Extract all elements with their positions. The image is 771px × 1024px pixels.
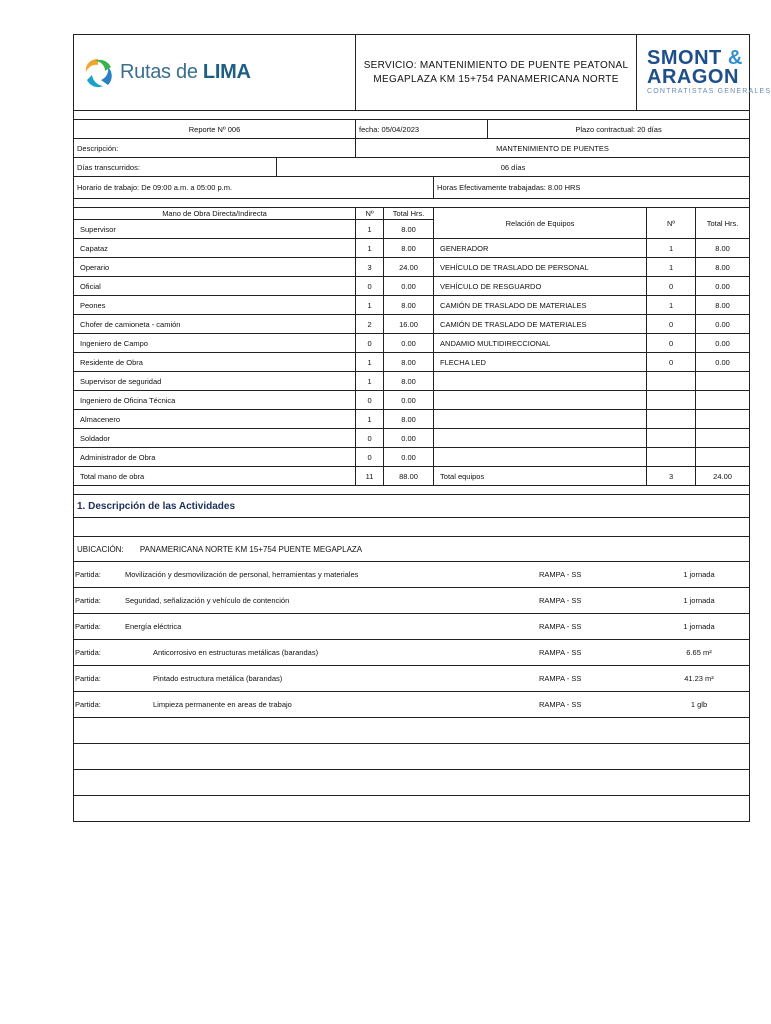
- labor-count: 1: [356, 353, 384, 372]
- labor-name: Supervisor de seguridad: [74, 372, 356, 391]
- labor-hours: 16.00: [384, 315, 434, 334]
- activity-location: RAMPA - SS: [539, 622, 582, 631]
- equipment-hours: 0.00: [696, 334, 750, 353]
- equipment-count: 1: [647, 296, 696, 315]
- equipment-count: [647, 372, 696, 391]
- equipment-hours: 8.00: [696, 258, 750, 277]
- activity-quantity: 1 jornada: [683, 596, 715, 605]
- labor-name: Chofer de camioneta - camión: [74, 315, 356, 334]
- labor-name: Oficial: [74, 277, 356, 296]
- equipment-name: [434, 448, 647, 467]
- equipment-count: [647, 410, 696, 429]
- labor-name: Almacenero: [74, 410, 356, 429]
- labor-header: Mano de Obra Directa/Indirecta: [74, 208, 356, 220]
- labor-count: 2: [356, 315, 384, 334]
- labor-name: Administrador de Obra: [74, 448, 356, 467]
- equipment-name: CAMIÓN DE TRASLADO DE MATERIALES: [434, 296, 647, 315]
- activity-row: [74, 640, 750, 666]
- blank-row: [74, 518, 750, 537]
- labor-hours-header: Total Hrs.: [384, 208, 434, 220]
- totals-row: [74, 467, 750, 486]
- activity-location: RAMPA - SS: [539, 596, 582, 605]
- labor-name: Supervisor: [74, 220, 356, 239]
- labor-name: Operario: [74, 258, 356, 277]
- equipment-count: 0: [647, 334, 696, 353]
- rutas-logo-text: Rutas de: [120, 61, 203, 83]
- labor-hours: 8.00: [384, 296, 434, 315]
- spacer-row: [74, 486, 750, 495]
- equipment-hours: 8.00: [696, 296, 750, 315]
- equipment-total-label: Total equipos: [434, 467, 647, 486]
- document-title: [356, 35, 637, 111]
- labor-count: 1: [356, 239, 384, 258]
- labor-hours: 8.00: [384, 220, 434, 239]
- equipment-count: 1: [647, 239, 696, 258]
- title-line-1: SERVICIO: MANTENIMIENTO DE PUENTE PEATONAL: [363, 59, 629, 71]
- equipment-count: [647, 429, 696, 448]
- labor-total-count: 11: [356, 467, 384, 486]
- activity-row: [74, 692, 750, 718]
- labor-count-header: Nº: [356, 208, 384, 220]
- equipment-hours: 0.00: [696, 277, 750, 296]
- table-row: [74, 410, 750, 429]
- activity-row: [74, 588, 750, 614]
- labor-count: 3: [356, 258, 384, 277]
- table-row: [74, 239, 750, 258]
- equipment-name: [434, 372, 647, 391]
- activity-cell: [74, 614, 750, 640]
- rutas-logo-text-bold: LIMA: [202, 61, 251, 83]
- equipment-count: 0: [647, 353, 696, 372]
- blank-row: [74, 770, 750, 796]
- equipment-count: 0: [647, 277, 696, 296]
- labor-hours: 8.00: [384, 410, 434, 429]
- activity-description: Movilización y desmovilización de personal, herramientas y materiales: [125, 570, 359, 579]
- table-row: [74, 315, 750, 334]
- equipment-count: 0: [647, 315, 696, 334]
- labor-hours: 8.00: [384, 353, 434, 372]
- title-line-2: MEGAPLAZA KM 15+754 PANAMERICANA NORTE: [373, 73, 619, 85]
- activity-row: [74, 614, 750, 640]
- equipment-total-hours: 24.00: [696, 467, 750, 486]
- description-value: MANTENIMIENTO DE PUENTES: [356, 139, 750, 158]
- days-label: Días transcurridos:: [74, 158, 277, 177]
- report-sheet: [73, 34, 771, 822]
- equipment-hours: [696, 429, 750, 448]
- activity-label: Partida:: [75, 674, 101, 683]
- labor-name: Residente de Obra: [74, 353, 356, 372]
- equipment-name: [434, 429, 647, 448]
- table-row: [74, 372, 750, 391]
- equipment-count: [647, 448, 696, 467]
- equipment-name: CAMIÓN DE TRASLADO DE MATERIALES: [434, 315, 647, 334]
- table-row: [74, 296, 750, 315]
- report-number: Reporte Nº 006: [74, 120, 356, 139]
- activity-row: [74, 666, 750, 692]
- contract-term: Plazo contractual: 20 días: [488, 120, 750, 139]
- equipment-hours: 0.00: [696, 353, 750, 372]
- activity-description: Energía eléctrica: [125, 622, 182, 631]
- spacer-row: [74, 111, 750, 120]
- days-value: 06 días: [277, 158, 750, 177]
- smont-subtitle: CONTRATISTAS GENERALES: [647, 88, 771, 95]
- equipment-name: FLECHA LED: [434, 353, 647, 372]
- activity-cell: [74, 666, 750, 692]
- labor-hours: 0.00: [384, 391, 434, 410]
- activity-location: RAMPA - SS: [539, 570, 582, 579]
- activity-quantity: 1 glb: [690, 700, 708, 709]
- labor-hours: 0.00: [384, 334, 434, 353]
- labor-name: Capataz: [74, 239, 356, 258]
- labor-count: 1: [356, 296, 384, 315]
- equipment-name: [434, 410, 647, 429]
- labor-name: Soldador: [74, 429, 356, 448]
- blank-row: [74, 718, 750, 744]
- activity-cell: [74, 562, 750, 588]
- description-label: Descripción:: [74, 139, 356, 158]
- rutas-logo-cell: [74, 35, 356, 111]
- activity-cell: [74, 640, 750, 666]
- equipment-hours: 8.00: [696, 239, 750, 258]
- activity-label: Partida:: [75, 700, 101, 709]
- activity-quantity: 1 jornada: [683, 570, 715, 579]
- activity-description: Pintado estructura metálica (barandas): [153, 674, 283, 683]
- labor-name: Ingeniero de Campo: [74, 334, 356, 353]
- labor-total-hours: 88.00: [384, 467, 434, 486]
- table-row: [74, 429, 750, 448]
- labor-hours: 0.00: [384, 429, 434, 448]
- equipment-name: [434, 391, 647, 410]
- activity-quantity: 1 jornada: [683, 622, 715, 631]
- activity-quantity: 41.23 m²: [684, 674, 714, 683]
- activity-description: Limpieza permanente en areas de trabajo: [153, 700, 292, 709]
- activity-quantity: 6.65 m²: [686, 648, 712, 657]
- equipment-header: Relación de Equipos: [434, 208, 647, 239]
- table-row: [74, 391, 750, 410]
- activity-label: Partida:: [75, 622, 101, 631]
- rutas-de-lima-logo-icon: [80, 55, 116, 91]
- activity-cell: [74, 588, 750, 614]
- table-row: [74, 258, 750, 277]
- equipment-hours: [696, 448, 750, 467]
- report-table: [73, 34, 771, 822]
- report-date: fecha: 05/04/2023: [356, 120, 488, 139]
- effective-hours: Horas Efectivamente trabajadas: 8.00 HRS: [434, 177, 750, 199]
- equipment-hours-header: Total Hrs.: [696, 208, 750, 239]
- equipment-count: 1: [647, 258, 696, 277]
- smont-text: SMONT: [647, 47, 722, 69]
- labor-name: Ingeniero de Oficina Técnica: [74, 391, 356, 410]
- aragon-text: ARAGON: [647, 66, 739, 88]
- equipment-hours: [696, 372, 750, 391]
- labor-count: 0: [356, 334, 384, 353]
- table-row: [74, 448, 750, 467]
- labor-name: Peones: [74, 296, 356, 315]
- equipment-name: VEHÍCULO DE RESGUARDO: [434, 277, 647, 296]
- location-row: [74, 537, 750, 562]
- blank-row: [74, 744, 750, 770]
- table-row: [74, 353, 750, 372]
- equipment-name: ANDAMIO MULTIDIRECCIONAL: [434, 334, 647, 353]
- labor-count: 1: [356, 372, 384, 391]
- labor-hours: 8.00: [384, 239, 434, 258]
- labor-count: 0: [356, 429, 384, 448]
- equipment-name: GENERADOR: [434, 239, 647, 258]
- labor-count: 1: [356, 220, 384, 239]
- labor-count: 0: [356, 448, 384, 467]
- equipment-count-header: Nº: [647, 208, 696, 239]
- smont-logo-cell: [637, 35, 771, 111]
- labor-hours: 8.00: [384, 372, 434, 391]
- labor-hours: 0.00: [384, 448, 434, 467]
- activity-description: Anticorrosivo en estructuras metálicas (barandas): [153, 648, 319, 657]
- activities-title: 1. Descripción de las Actividades: [74, 495, 750, 518]
- blank-row: [74, 796, 750, 822]
- labor-count: 1: [356, 410, 384, 429]
- work-schedule: Horario de trabajo: De 09:00 a.m. a 05:00 p.m.: [74, 177, 434, 199]
- equipment-total-count: 3: [647, 467, 696, 486]
- location-value: PANAMERICANA NORTE KM 15+754 PUENTE MEGAPLAZA: [139, 544, 363, 554]
- activity-location: RAMPA - SS: [539, 648, 582, 657]
- activity-row: [74, 562, 750, 588]
- activity-label: Partida:: [75, 648, 101, 657]
- labor-hours: 0.00: [384, 277, 434, 296]
- location-label: UBICACIÓN:: [77, 544, 124, 554]
- equipment-hours: 0.00: [696, 315, 750, 334]
- activity-description: Seguridad, señalización y vehículo de contención: [125, 596, 290, 605]
- smont-amp: &: [727, 47, 743, 69]
- table-row: [74, 334, 750, 353]
- labor-total-label: Total mano de obra: [74, 467, 356, 486]
- equipment-count: [647, 391, 696, 410]
- spacer-row: [74, 199, 750, 208]
- labor-count: 0: [356, 277, 384, 296]
- table-row: [74, 277, 750, 296]
- activity-label: Partida:: [75, 570, 101, 579]
- equipment-hours: [696, 410, 750, 429]
- activity-label: Partida:: [75, 596, 101, 605]
- equipment-name: VEHÍCULO DE TRASLADO DE PERSONAL: [434, 258, 647, 277]
- activity-location: RAMPA - SS: [539, 700, 582, 709]
- activity-location: RAMPA - SS: [539, 674, 582, 683]
- labor-count: 0: [356, 391, 384, 410]
- labor-hours: 24.00: [384, 258, 434, 277]
- equipment-hours: [696, 391, 750, 410]
- activity-cell: [74, 692, 750, 718]
